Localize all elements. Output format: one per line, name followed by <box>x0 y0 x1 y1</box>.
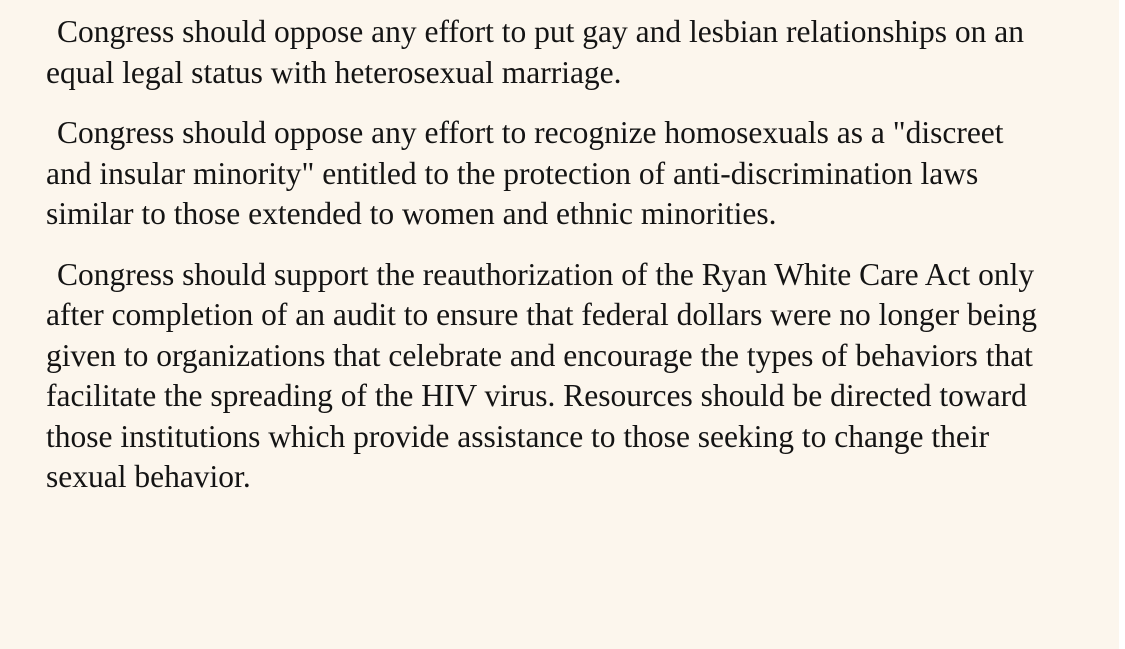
document-body <box>46 12 1056 498</box>
paragraph-ryan-white-care-act: Congress should support the reauthorization of the Ryan White Care Act only after completion of an audit to ensure that federal dollars were no longer being given to organizations that celebrate and encourage the types of behaviors that facilitate the spreading of the HIV virus. Resources should be directed toward those institutions which provide assistance to those seeking to change their sexual behavior. <box>46 256 1038 494</box>
page-edge <box>1119 0 1125 649</box>
paragraph-anti-discrimination: Congress should oppose any effort to recognize homosexuals as a "discreet and insular minority" entitled to the protection of anti-discrimination laws similar to those extended to women and ethnic minorities. <box>46 115 1004 231</box>
paragraph-marriage-status: Congress should oppose any effort to put gay and lesbian relationships on an equal legal status with heterosexual marriage. <box>46 14 1025 90</box>
